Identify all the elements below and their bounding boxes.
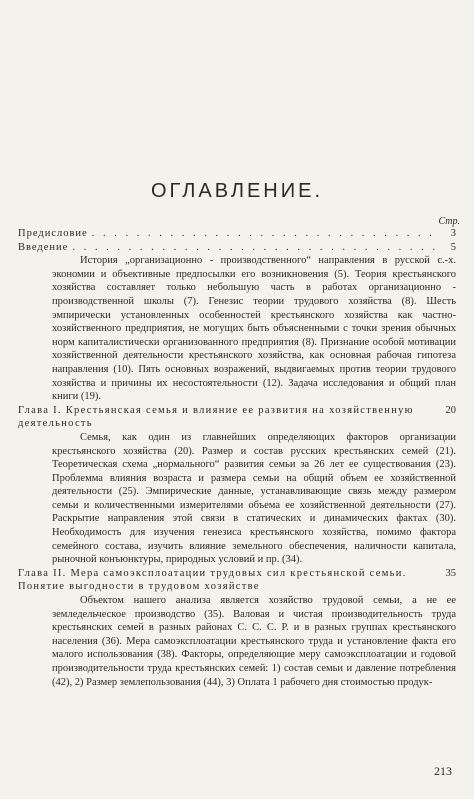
chapter-2-summary (18, 594, 456, 689)
leader-dots (72, 241, 436, 255)
toc-chapter-2 (18, 567, 456, 594)
introduction-summary-text: История „организационно - производственного“ направления в русской с.-х. экономии и объективные предпосылки его возникновения (5). Теория крестьянского хозяйства составляет только небольшую часть в работах организационно - производственной школы (7). Генезис теории трудового хозяйства (8). Шесть эмпирически установленных особенностей крестьянского хозяйства как частно-хозяйственного предприятия, не могущих быть объясненными с точки зрения обычных норм капиталистически организованного предприятия (8). Признание особой мотивации хозяйственной деятельности крестьянского хозяйства, как основная рабочая гипотеза направления (10). Пять основных возражений, выдвигаемых против теории трудового хозяйства и причины их несостоятельности (12). Задача исследования и общий план книги (19). (52, 255, 456, 403)
leader-dots (92, 227, 436, 241)
page-number: 213 (434, 764, 452, 778)
chapter-2-summary-text: Объектом нашего анализа является хозяйство трудовой семьи, а не ее земледельческое производство (35). Валовая и чистая производительность труда крестьянских семей в разных районах С. С. С. Р. и в разных группах крестьянского населения (36). Мера самоэксплоатации крестьянского труда и установление факта его малого использования (38). Факторы, определяющие меру самоэксплоатации и годовой производительности труда крестьянских семей: 1) состав семьи и давление потребления (42), 2) Размер землепользования (44), 3) Оплата 1 рабочего дня стоимостью продук- (52, 595, 456, 688)
page-column-label: Стр. (438, 216, 460, 227)
chapter-2-title: Глава II. Мера самоэксплоатации трудовых сил крестьянской семьи. Понятие выгодности в трудовом хозяйстве (18, 567, 407, 593)
toc-entry-label: Введение (18, 241, 69, 253)
toc-entry-page: 5 (450, 241, 456, 253)
chapter-1-summary-text: Семья, как один из главнейших определяющих факторов организации крестьянского хозяйства (20). Размер и состав русских крестьянских семей (21). Теоретическая схема „нормального“ развития семьи за 26 лет ее существования (23). Проблемма влияния возраста и размера семьи на общий объем ее хозяйственной деятельности (25). Эмпирические данные, устанавливающие связь между размером семьи и количественными измерителями объема ее хозяйственной деятельности (27). Раскрытие направления этой связи в статических и динамических фактах (30). Необходимость для изучения генезиса крестьянского хозяйства, помимо фактора семейного состава, изучить влияние земельного обеспечения, наличности капитала, рыночной конъюнктуры, природных условий и пр. (34). (52, 431, 456, 566)
toc-entry-preface (18, 227, 456, 241)
chapter-1-title: Глава I. Крестьянская семья и влияние ее развития на хозяйственную деятельность (18, 404, 414, 430)
toc-chapter-1 (18, 404, 456, 431)
table-of-contents (18, 227, 456, 689)
chapter-2-page: 35 (445, 567, 456, 579)
toc-entry-label: Предисловие (18, 228, 88, 239)
chapter-1-summary (18, 431, 456, 567)
chapter-1-page: 20 (445, 404, 456, 416)
introduction-summary (18, 254, 456, 404)
toc-entry-introduction (18, 241, 456, 255)
page-title: ОГЛАВЛЕНИЕ. (150, 180, 324, 202)
toc-entry-page: 3 (450, 228, 456, 239)
